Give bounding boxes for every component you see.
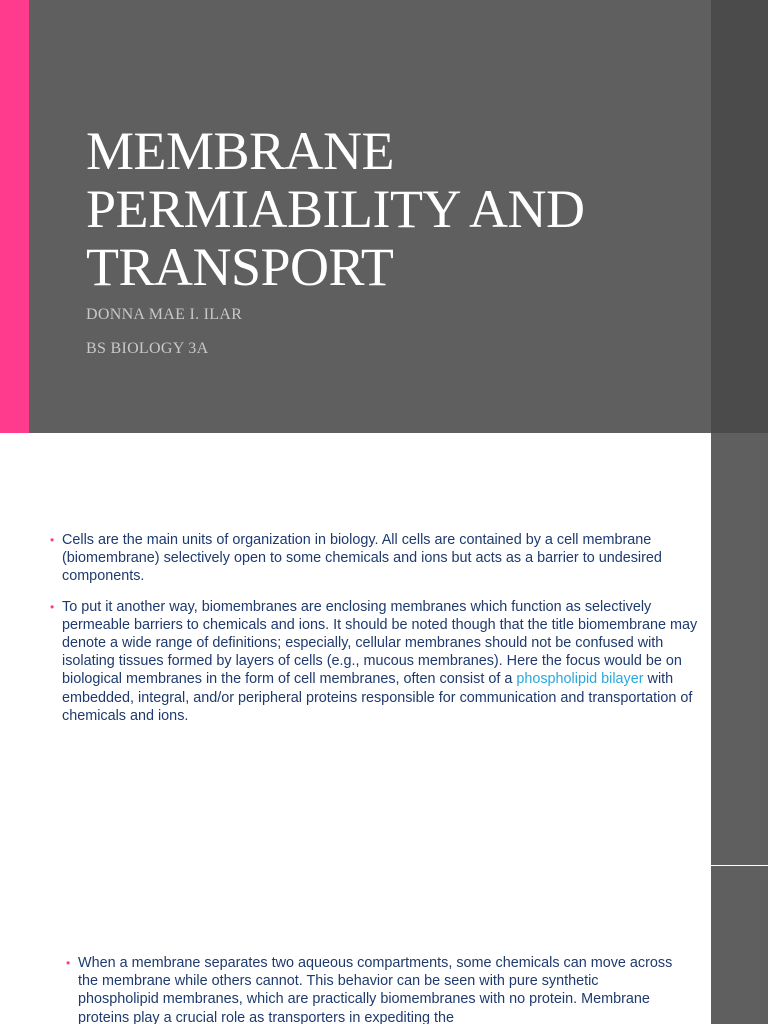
right-side-bar [711,0,768,433]
title-line-3: TRANSPORT [86,237,394,297]
content-slide [0,433,768,865]
title-line-1: MEMBRANE [86,121,395,181]
right-side-bar [711,433,768,865]
slide-title [86,122,706,296]
right-side-bar [711,866,768,1024]
bullet-item [50,531,700,586]
bullet-text-part: To put it another way, biomembranes are enclosing membranes which function as selectively permeable barriers to chemicals and ions. It should be noted though that the title biomembrane may denote a wide range of definitions; especially, cellular membranes should not be confused with isolating tissues formed by layers of cells (e.g., mucous membranes). Here the focus would be on biological membranes in the form of cell membranes, often consist of a [62,598,698,688]
bullet-icon: • [66,956,71,970]
bullet-icon: • [50,599,55,614]
phospholipid-bilayer-link[interactable]: phospholipid bilayer [516,671,644,688]
bullet-item [50,598,700,725]
pink-accent-bar [0,0,29,433]
bullet-text-part: with embedded, integral, and/or peripheral proteins responsible for communication and transportation of chemicals and ions. [62,671,693,724]
bullet-item [66,954,676,1024]
bullet-list [66,954,676,1024]
bullet-icon: • [50,533,55,547]
content-slide-continued [0,866,768,1024]
bullet-text: When a membrane separates two aqueous compartments, some chemicals can move across the membrane while others cannot. This behavior can be seen with pure synthetic phospholipid membranes, which are practically biomembranes with no protein. Membrane proteins play a crucial role as transporters in expediting the [78,955,673,1024]
title-line-2: PERMIABILITY AND [86,179,585,239]
author-name: DONNA MAE I. ILAR [86,306,243,323]
bullet-list [50,531,700,737]
course-name: BS BIOLOGY 3A [86,340,209,357]
bullet-text: Cells are the main units of organization in biology. All cells are contained by a cell membrane (biomembrane) selectively open to some chemicals and ions but acts as a barrier to undesired components. [62,532,662,585]
title-slide [0,0,768,433]
